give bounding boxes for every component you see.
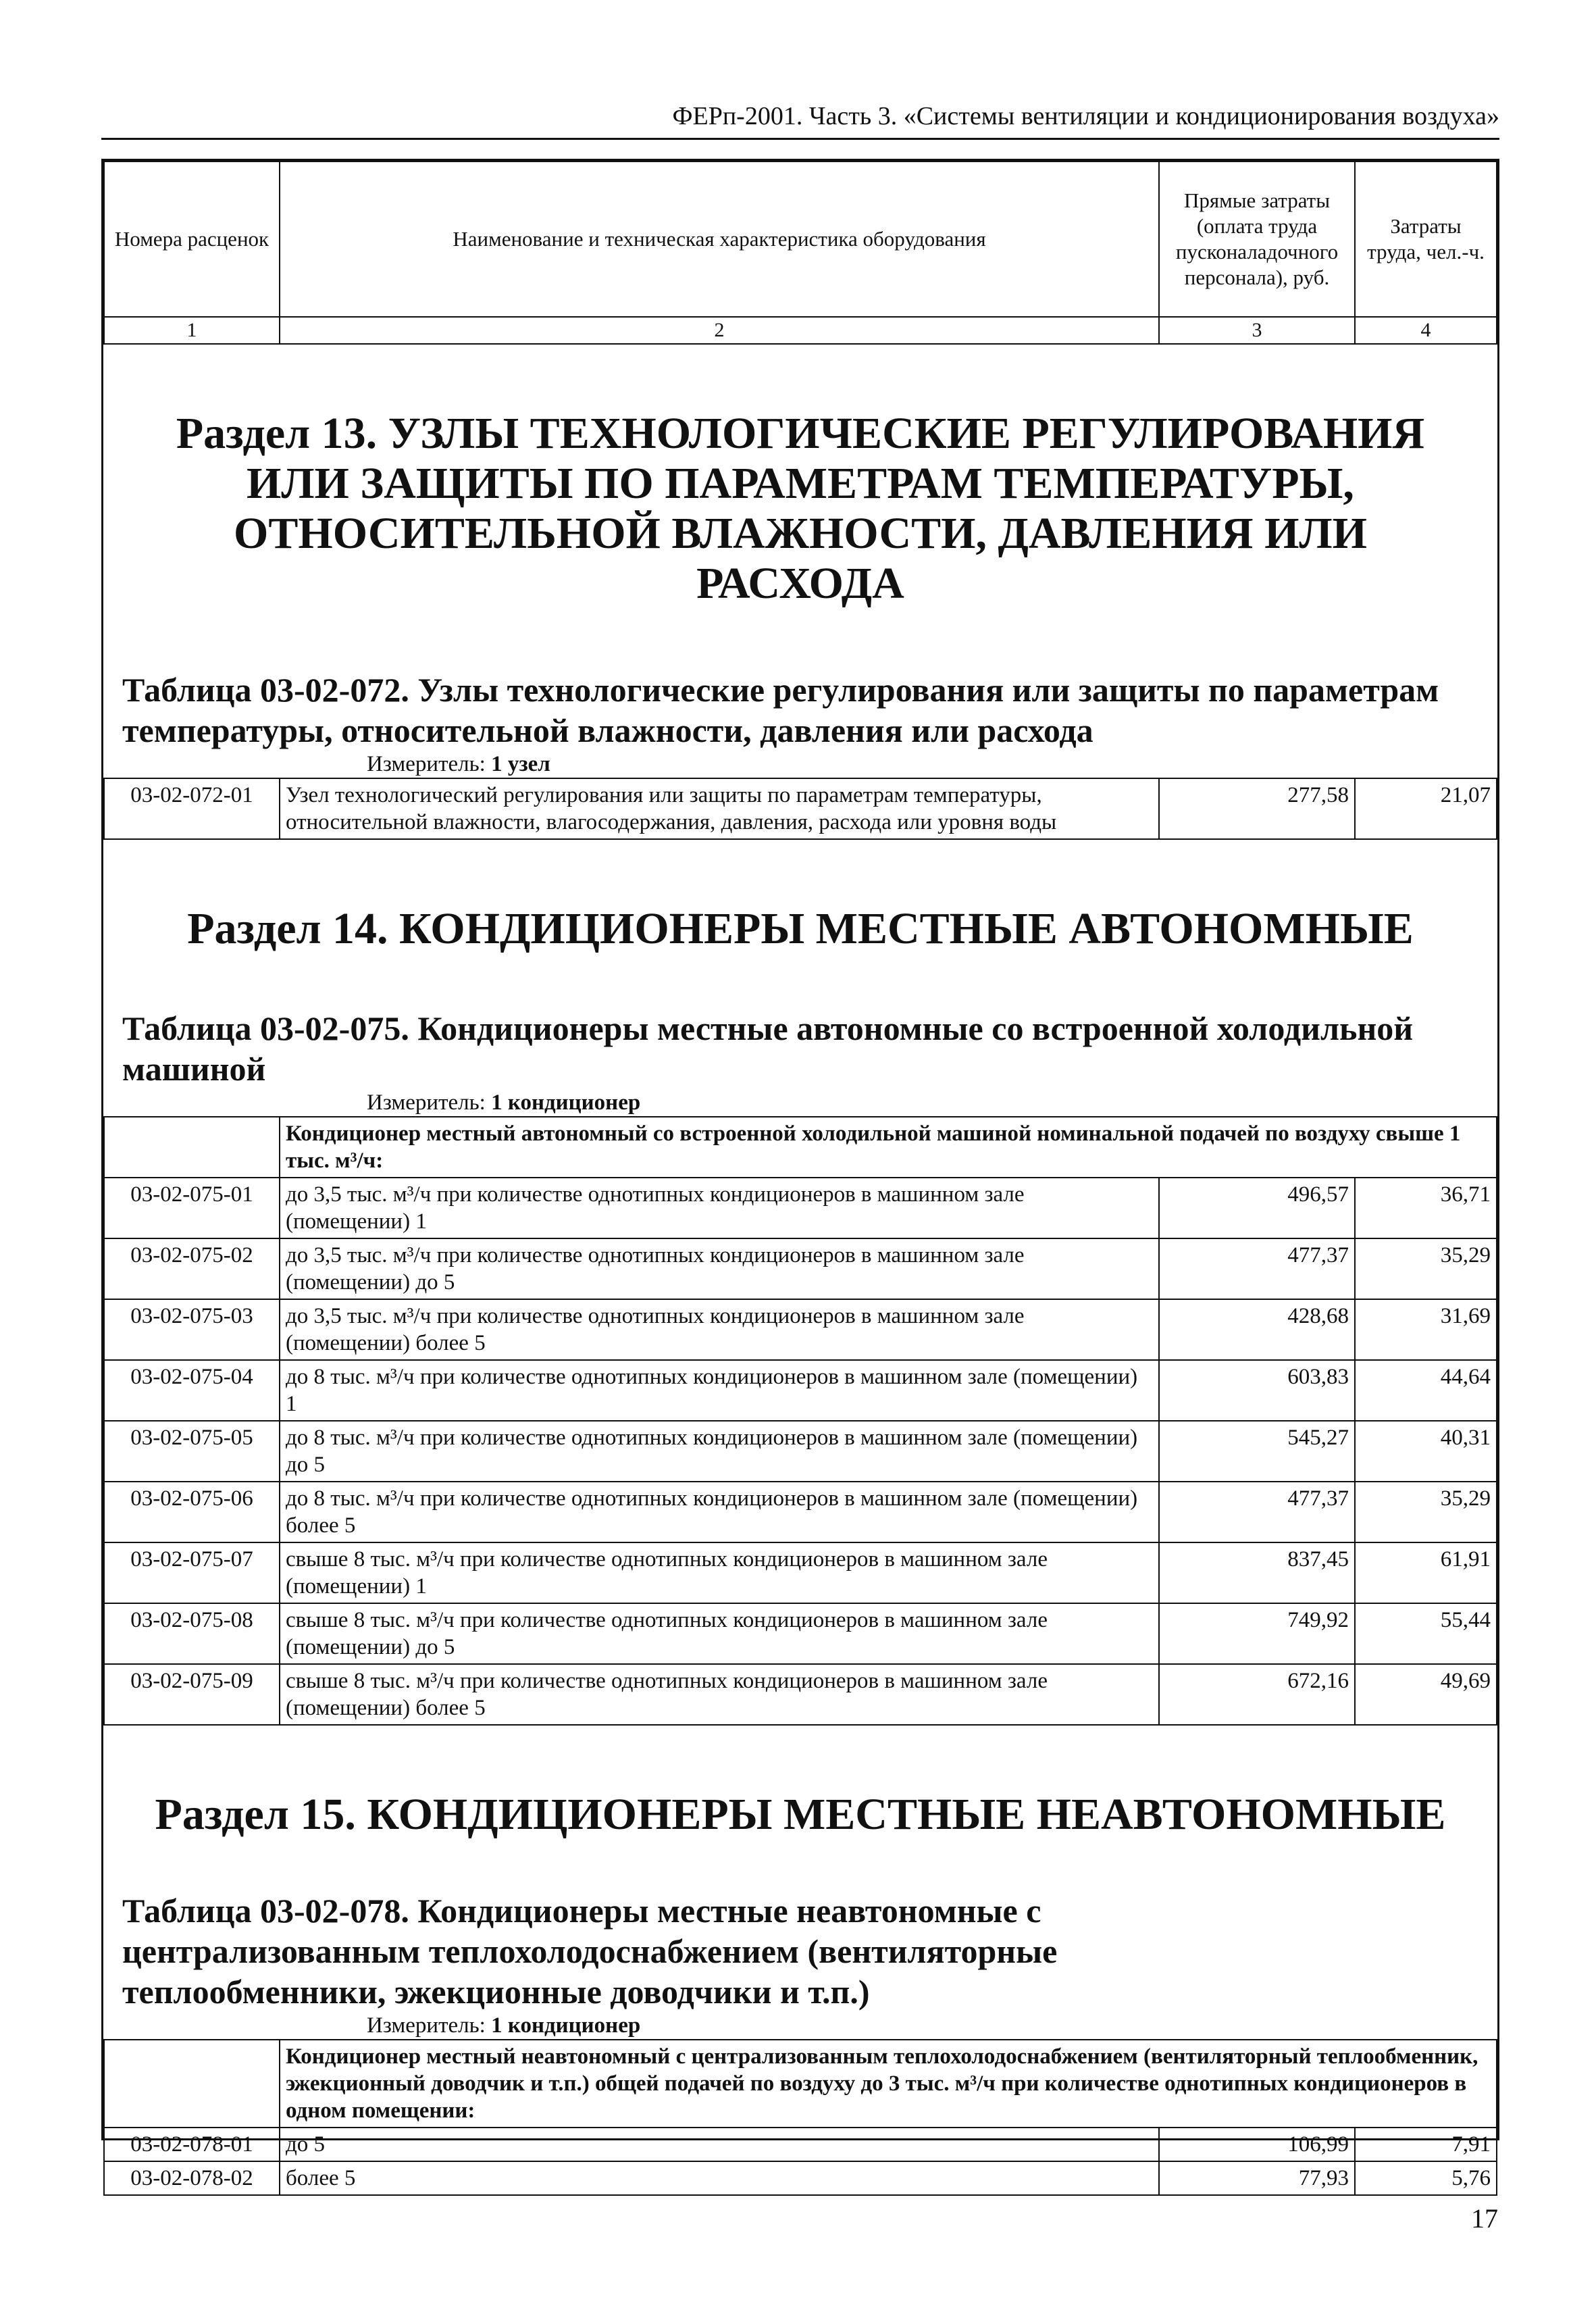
- measure-value: 1 кондиционер: [491, 2013, 641, 2038]
- table-caption: Узлы технологические регулирования или защиты по параметрам температуры, относительной влажности, давления или расхода: [122, 671, 1439, 749]
- row-code: 03-02-075-09: [104, 1664, 280, 1725]
- row-cost: 603,83: [1159, 1360, 1355, 1421]
- group-spacer: [104, 1117, 280, 1178]
- group-heading: Кондиционер местный автономный со встроенной холодильной машиной номинальной подачей по воздуху свыше 1 тыс. м³/ч:: [280, 1117, 1497, 1178]
- row-labor: 40,31: [1355, 1421, 1497, 1482]
- table-row: [104, 1299, 1497, 1360]
- table-label: Таблица 03-02-072.: [122, 671, 409, 709]
- table-03-02-072: [103, 778, 1497, 840]
- row-description: до 8 тыс. м³/ч при количестве однотипных кондиционеров в машинном зале (помещении) более 5: [280, 1482, 1159, 1542]
- group-spacer: [104, 2040, 280, 2128]
- row-cost: 106,99: [1159, 2128, 1355, 2161]
- row-code: 03-02-078-02: [104, 2161, 280, 2195]
- row-description: свыше 8 тыс. м³/ч при количестве однотипных кондиционеров в машинном зале (помещении) до 5: [280, 1603, 1159, 1664]
- row-cost: 672,16: [1159, 1664, 1355, 1725]
- page-number: 17: [1471, 2203, 1498, 2234]
- row-description: до 8 тыс. м³/ч при количестве однотипных кондиционеров в машинном зале (помещении) до 5: [280, 1421, 1159, 1482]
- measure-line: [367, 2012, 1497, 2039]
- group-heading: Кондиционер местный неавтономный с централизованным теплохолодоснабжением (вентиляторный теплообменник, эжекционный доводчик и т.п.) общей подачей по воздуху до 3 тыс. м³/ч при количестве однотипных кондиционеров в одном помещении:: [280, 2040, 1497, 2128]
- header-num-4: 4: [1355, 317, 1497, 344]
- row-description: свыше 8 тыс. м³/ч при количестве однотипных кондиционеров в машинном зале (помещении) более 5: [280, 1664, 1159, 1725]
- table-03-02-075-title: [103, 1008, 1497, 1089]
- document-frame: [101, 159, 1499, 2190]
- table-caption: Кондиционеры местные неавтономные с централизованным теплохолодоснабжением (вентиляторные теплообменники, эжекционные доводчики и т.п.): [122, 1892, 1058, 2011]
- measure-label: Измеритель:: [367, 1090, 486, 1115]
- row-cost: 77,93: [1159, 2161, 1355, 2195]
- header-num-2: 2: [280, 317, 1159, 344]
- header-num-3: 3: [1159, 317, 1355, 344]
- row-code: 03-02-075-04: [104, 1360, 280, 1421]
- table-row: [104, 1178, 1497, 1238]
- row-labor: 7,91: [1355, 2128, 1497, 2161]
- table-row: [104, 1664, 1497, 1725]
- header-num-1: 1: [104, 317, 280, 344]
- row-labor: 21,07: [1355, 778, 1497, 839]
- row-cost: 749,92: [1159, 1603, 1355, 1664]
- row-cost: 428,68: [1159, 1299, 1355, 1360]
- table-row: [104, 1542, 1497, 1603]
- table-caption: Кондиционеры местные автономные со встроенной холодильной машиной: [122, 1009, 1414, 1088]
- row-labor: 44,64: [1355, 1360, 1497, 1421]
- table-03-02-078: [103, 2039, 1497, 2196]
- table-label: Таблица 03-02-078.: [122, 1892, 409, 1930]
- table-03-02-072-title: [103, 670, 1497, 751]
- table-03-02-078-title: [103, 1890, 1497, 2012]
- column-header-table: [103, 161, 1497, 345]
- measure-value: 1 кондиционер: [491, 1090, 641, 1115]
- measure-label: Измеритель:: [367, 2013, 486, 2038]
- section-15-title: Раздел 15. КОНДИЦИОНЕРЫ МЕСТНЫЕ НЕАВТОНОМНЫЕ: [155, 1790, 1446, 1839]
- row-labor: 5,76: [1355, 2161, 1497, 2195]
- row-code: 03-02-075-02: [104, 1238, 280, 1299]
- header-col-labor: Затраты труда, чел.-ч.: [1355, 161, 1497, 317]
- measure-label: Измеритель:: [367, 752, 486, 776]
- row-description: Узел технологический регулирования или защиты по параметрам температуры, относительной влажности, влагосодержания, давления, расхода или уровня воды: [280, 778, 1159, 839]
- table-row: [104, 2161, 1497, 2195]
- header-col-codes: Номера расценок: [104, 161, 280, 317]
- table-row: [104, 1421, 1497, 1482]
- header-col-direct-cost: Прямые затраты (оплата труда пусконаладочного персонала), руб.: [1159, 161, 1355, 317]
- row-cost: 477,37: [1159, 1238, 1355, 1299]
- row-code: 03-02-072-01: [104, 778, 280, 839]
- table-row: [104, 778, 1497, 839]
- row-labor: 55,44: [1355, 1603, 1497, 1664]
- section-13-title: Раздел 13. УЗЛЫ ТЕХНОЛОГИЧЕСКИЕ РЕГУЛИРОВАНИЯ ИЛИ ЗАЩИТЫ ПО ПАРАМЕТРАМ ТЕМПЕРАТУРЫ, ОТНОСИТЕЛЬНОЙ ВЛАЖНОСТИ, ДАВЛЕНИЯ ИЛИ РАСХОДА: [176, 409, 1425, 608]
- row-description: до 3,5 тыс. м³/ч при количестве однотипных кондиционеров в машинном зале (помещении) 1: [280, 1178, 1159, 1238]
- table-row: [104, 2128, 1497, 2161]
- row-description: до 3,5 тыс. м³/ч при количестве однотипных кондиционеров в машинном зале (помещении) до 5: [280, 1238, 1159, 1299]
- row-cost: 477,37: [1159, 1482, 1355, 1542]
- table-label: Таблица 03-02-075.: [122, 1009, 409, 1047]
- row-code: 03-02-078-01: [104, 2128, 280, 2161]
- row-description: свыше 8 тыс. м³/ч при количестве однотипных кондиционеров в машинном зале (помещении) 1: [280, 1542, 1159, 1603]
- row-cost: 496,57: [1159, 1178, 1355, 1238]
- row-code: 03-02-075-06: [104, 1482, 280, 1542]
- row-labor: 35,29: [1355, 1238, 1497, 1299]
- row-labor: 36,71: [1355, 1178, 1497, 1238]
- row-labor: 61,91: [1355, 1542, 1497, 1603]
- measure-value: 1 узел: [491, 752, 550, 776]
- row-cost: 837,45: [1159, 1542, 1355, 1603]
- table-row: [104, 1238, 1497, 1299]
- row-cost: 277,58: [1159, 778, 1355, 839]
- row-description: до 8 тыс. м³/ч при количестве однотипных кондиционеров в машинном зале (помещении) 1: [280, 1360, 1159, 1421]
- table-03-02-075: [103, 1116, 1497, 1726]
- row-cost: 545,27: [1159, 1421, 1355, 1482]
- row-code: 03-02-075-05: [104, 1421, 280, 1482]
- running-head: ФЕРп-2001. Часть 3. «Системы вентиляции и кондиционирования воздуха»: [101, 101, 1499, 140]
- row-code: 03-02-075-03: [104, 1299, 280, 1360]
- measure-line: [367, 1089, 1497, 1116]
- row-description: до 5: [280, 2128, 1159, 2161]
- table-row: [104, 1482, 1497, 1542]
- table-row: [104, 1360, 1497, 1421]
- table-row: [104, 1603, 1497, 1664]
- header-col-name: Наименование и техническая характеристика оборудования: [280, 161, 1159, 317]
- measure-line: [367, 751, 1497, 778]
- row-description: до 3,5 тыс. м³/ч при количестве однотипных кондиционеров в машинном зале (помещении) более 5: [280, 1299, 1159, 1360]
- row-labor: 49,69: [1355, 1664, 1497, 1725]
- row-labor: 35,29: [1355, 1482, 1497, 1542]
- row-code: 03-02-075-07: [104, 1542, 280, 1603]
- section-14-title: Раздел 14. КОНДИЦИОНЕРЫ МЕСТНЫЕ АВТОНОМНЫЕ: [187, 904, 1414, 953]
- row-labor: 31,69: [1355, 1299, 1497, 1360]
- row-code: 03-02-075-08: [104, 1603, 280, 1664]
- row-code: 03-02-075-01: [104, 1178, 280, 1238]
- row-description: более 5: [280, 2161, 1159, 2195]
